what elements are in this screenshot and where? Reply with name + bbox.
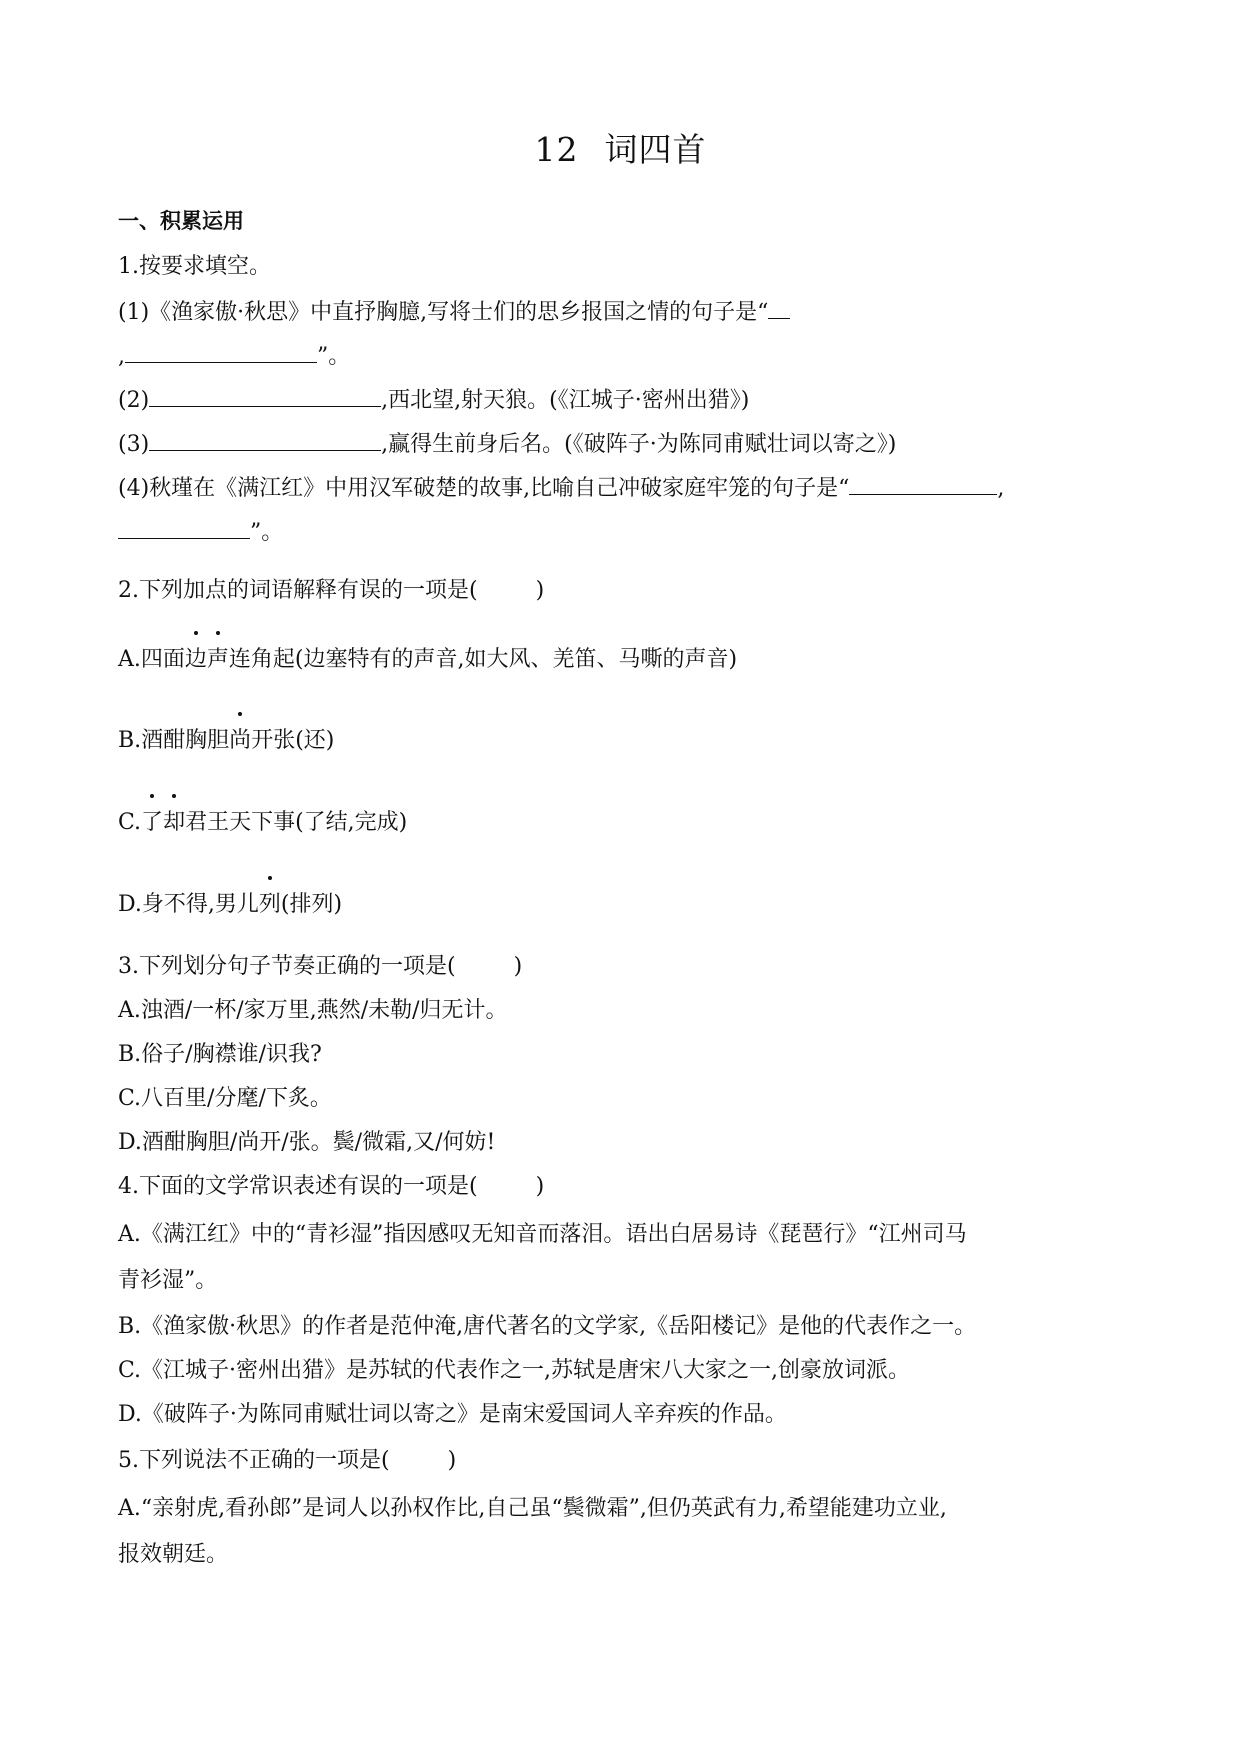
lesson-number: 12 — [534, 130, 579, 169]
question-1-part-3: (3) ,赢得生前身后名。(《破阵子·为陈同甫赋壮词以寄之》) — [118, 428, 896, 460]
question-1-part-4-cont: ”。 — [118, 516, 283, 548]
answer-blank[interactable] — [768, 296, 790, 319]
question-2-option-c: C.了却君王天下事(了结,完成) — [118, 808, 407, 838]
answer-blank[interactable] — [849, 472, 997, 495]
question-1-part-1: (1)《渔家傲·秋思》中直抒胸臆,写将士们的思乡报国之情的句子是“ — [118, 296, 790, 328]
question-1-stem: 1.按要求填空。 — [118, 254, 271, 279]
question-1-part-4: (4)秋瑾在《满江红》中用汉军破楚的故事,比喻自己冲破家庭牢笼的句子是“ , — [118, 472, 1004, 504]
question-5-option-a: A.“亲射虎,看孙郎”是词人以孙权作比,自己虽“鬓微霜”,但仍英武有力,希望能建功立业, — [118, 1496, 947, 1521]
question-4-stem: 4.下面的文学常识表述有误的一项是( ) — [118, 1174, 545, 1199]
question-4-option-a: A.《满江红》中的“青衫湿”指因感叹无知音而落泪。语出白居易诗《琵琶行》“江州司马 — [118, 1222, 967, 1247]
question-2-option-d: D.身不得,男儿列(排列) — [118, 890, 342, 920]
question-3-option-d: D.酒酣胸胆/尚开/张。鬓/微霜,又/何妨! — [118, 1130, 496, 1155]
answer-blank[interactable] — [149, 384, 381, 407]
dotted-char: 却 — [163, 808, 185, 838]
dotted-char: 尚 — [229, 726, 251, 756]
question-2-stem: 2.下列加点的词语解释有误的一项是( ) — [118, 578, 545, 603]
dotted-char: 了 — [141, 808, 163, 838]
answer-blank[interactable] — [149, 428, 381, 451]
dotted-char: 列 — [259, 890, 281, 920]
question-2-option-b: B.酒酣胸胆尚开张(还) — [118, 726, 334, 756]
question-5-stem: 5.下列说法不正确的一项是( ) — [118, 1448, 457, 1473]
question-4-option-a-cont: 青衫湿”。 — [118, 1268, 218, 1293]
question-1-part-2: (2) ,西北望,射天狼。(《江城子·密州出猎》) — [118, 384, 749, 416]
question-3-option-c: C.八百里/分麾/下炙。 — [118, 1086, 332, 1111]
lesson-title: 词四首 — [604, 130, 707, 169]
question-2-option-a: A.四面边声连角起(边塞特有的声音,如大风、羌笛、马嘶的声音) — [118, 645, 737, 675]
section-heading: 一、积累运用 — [118, 209, 244, 233]
page-title — [0, 124, 1241, 171]
question-3-stem: 3.下列划分句子节奏正确的一项是( ) — [118, 954, 523, 979]
question-3-option-b: B.俗子/胸襟谁/识我? — [118, 1042, 322, 1067]
question-4-option-d: D.《破阵子·为陈同甫赋壮词以寄之》是南宋爱国词人辛弃疾的作品。 — [118, 1402, 787, 1427]
answer-blank[interactable] — [125, 340, 317, 363]
question-4-option-b: B.《渔家傲·秋思》的作者是范仲淹,唐代著名的文学家,《岳阳楼记》是他的代表作之一。 — [118, 1314, 977, 1339]
question-5-option-a-cont: 报效朝廷。 — [118, 1542, 229, 1567]
question-3-option-a: A.浊酒/一杯/家万里,燕然/未勒/归无计。 — [118, 998, 508, 1023]
question-1-part-1-cont: , ”。 — [118, 340, 350, 372]
dotted-char: 边 — [185, 645, 207, 675]
question-4-option-c: C.《江城子·密州出猎》是苏轼的代表作之一,苏轼是唐宋八大家之一,创豪放词派。 — [118, 1358, 911, 1383]
dotted-char: 声 — [207, 645, 229, 675]
answer-blank[interactable] — [118, 516, 250, 539]
